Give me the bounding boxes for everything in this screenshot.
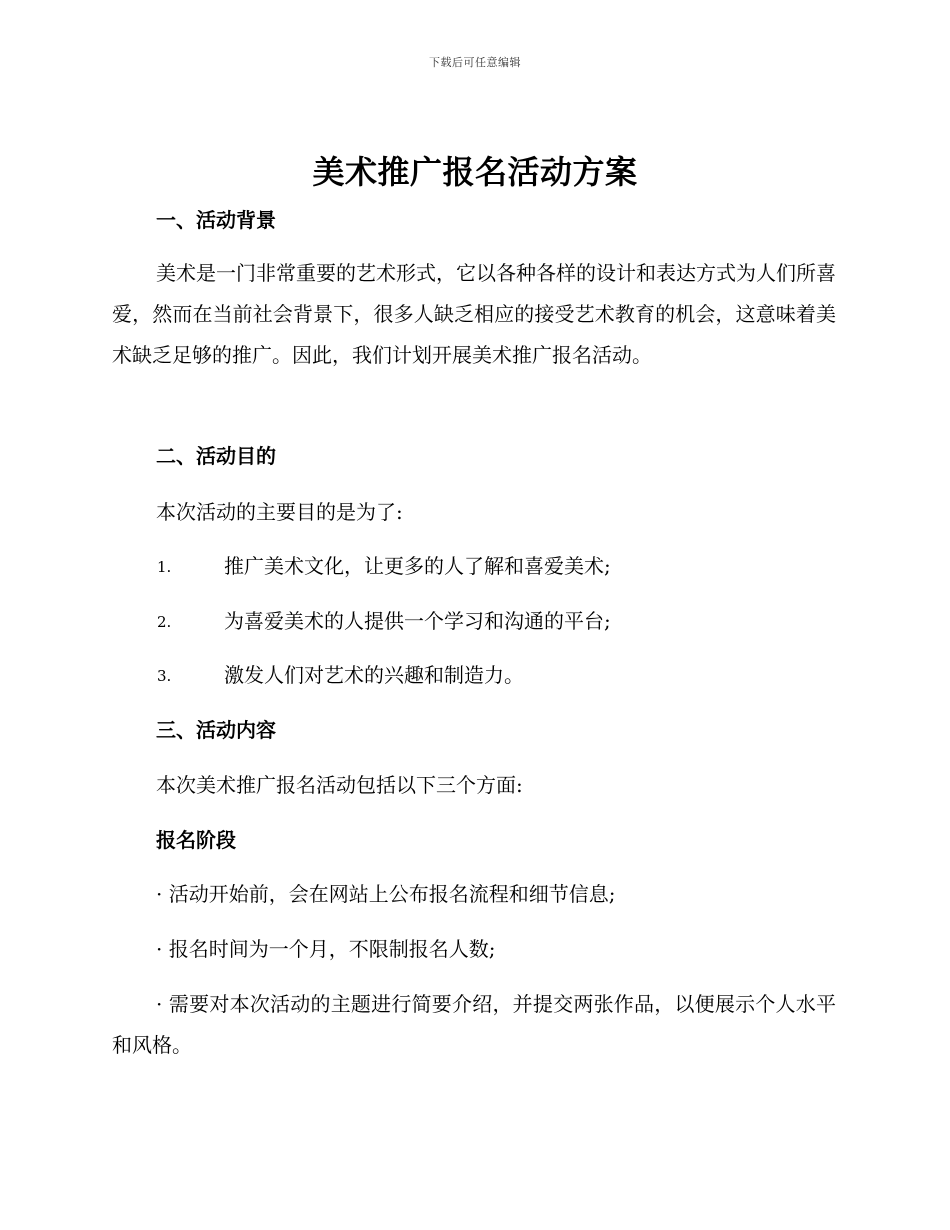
subheading-registration-stage: 报名阶段 — [156, 828, 236, 852]
content-intro: 本次美术推广报名活动包括以下三个方面: — [156, 773, 523, 797]
section-heading-content: 三、活动内容 — [156, 718, 276, 742]
list-item-number: 3. — [157, 667, 172, 685]
background-paragraph: 美术是一门非常重要的艺术形式，它以各种各样的设计和表达方式为人们所喜爱，然而在当前社会背景下，很多人缺乏相应的接受艺术教育的机会，这意味着美术缺乏足够的推广。因此，我们计划开展美术推广报名活动。 — [112, 261, 836, 367]
list-item-number: 2. — [157, 613, 172, 631]
list-item-text: 激发人们对艺术的兴趣和制造力。 — [224, 663, 524, 687]
section-heading-purpose: 二、活动目的 — [156, 444, 276, 468]
document-title: 美术推广报名活动方案 — [312, 153, 638, 191]
section-heading-background: 一、活动背景 — [156, 208, 276, 232]
list-item-text: 为喜爱美术的人提供一个学习和沟通的平台; — [224, 609, 611, 633]
bullet-item: · 需要对本次活动的主题进行简要介绍，并提交两张作品，以便展示个人水平和风格。 — [112, 992, 836, 1057]
purpose-intro: 本次活动的主要目的是为了: — [156, 500, 403, 524]
bullet-item: · 报名时间为一个月，不限制报名人数; — [156, 937, 496, 961]
list-item-number: 1. — [157, 558, 172, 576]
list-item-text: 推广美术文化，让更多的人了解和喜爱美术; — [224, 554, 611, 578]
bullet-item: · 活动开始前，会在网站上公布报名流程和细节信息; — [156, 882, 616, 906]
page-header-note: 下载后可任意编辑 — [429, 56, 521, 69]
